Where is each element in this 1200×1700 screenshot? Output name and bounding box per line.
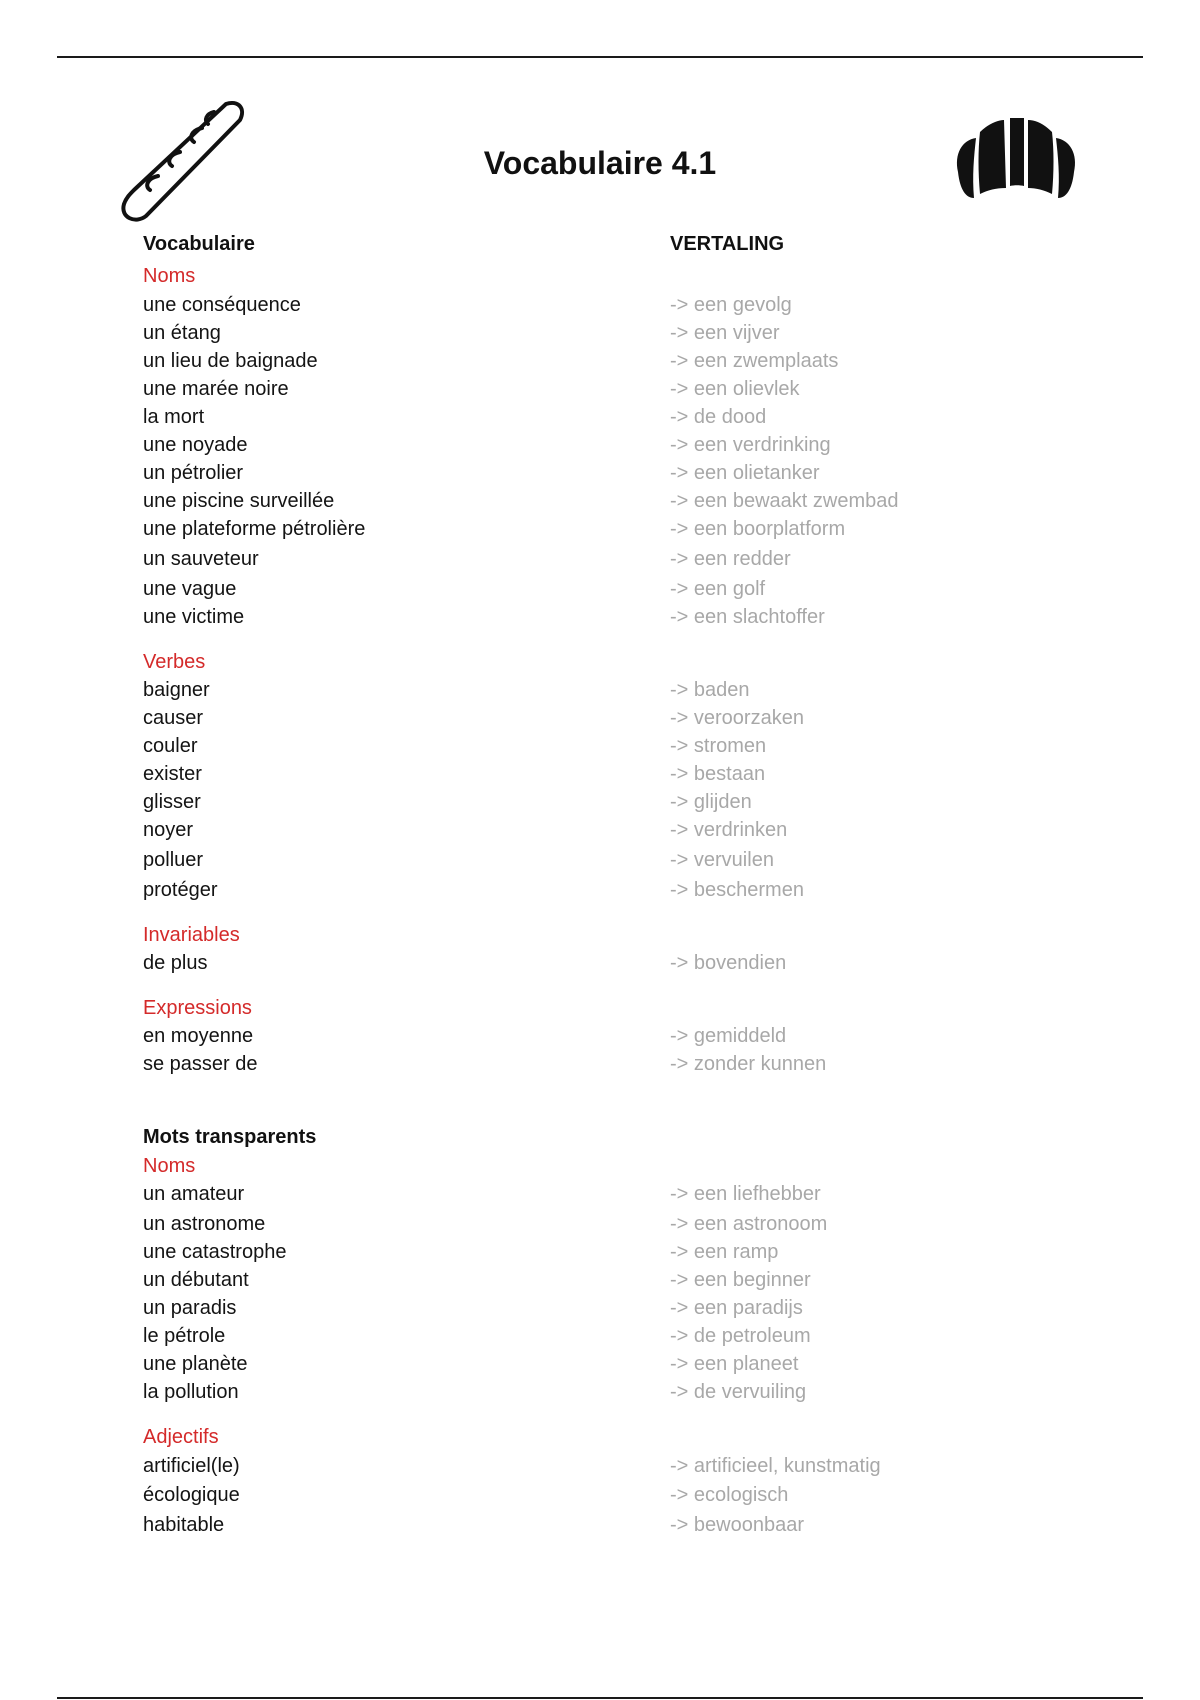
page-title: Vocabulaire 4.1 bbox=[483, 145, 717, 181]
bottom-rule bbox=[57, 1697, 1143, 1699]
dutch-translation: -> de vervuiling bbox=[670, 1381, 807, 1403]
french-word: un étang bbox=[143, 322, 221, 344]
vocab-row bbox=[0, 1322, 1200, 1350]
translation-header: VERTALING bbox=[670, 233, 785, 255]
dutch-translation: -> zonder kunnen bbox=[670, 1053, 827, 1075]
dutch-translation: -> een olievlek bbox=[670, 378, 800, 400]
dutch-translation: -> glijden bbox=[670, 791, 752, 813]
vocab-row bbox=[0, 575, 1200, 603]
category-heading: Adjectifs bbox=[143, 1426, 219, 1448]
vocab-row bbox=[0, 1350, 1200, 1378]
french-word: un astronome bbox=[143, 1213, 266, 1235]
french-word: écologique bbox=[143, 1484, 240, 1506]
vocab-row bbox=[0, 603, 1200, 631]
vocab-row bbox=[0, 403, 1200, 431]
vocab-row bbox=[0, 704, 1200, 732]
vocab-row bbox=[0, 1481, 1200, 1509]
french-word: en moyenne bbox=[143, 1025, 254, 1047]
french-word: la mort bbox=[143, 406, 205, 428]
vocab-row bbox=[0, 319, 1200, 347]
vocab-row bbox=[0, 1452, 1200, 1480]
dutch-translation: -> een verdrinking bbox=[670, 434, 831, 456]
vocab-row bbox=[0, 347, 1200, 375]
vocab-row bbox=[0, 1294, 1200, 1322]
dutch-translation: -> een beginner bbox=[670, 1269, 811, 1291]
french-word: un débutant bbox=[143, 1269, 249, 1291]
vocab-row bbox=[0, 876, 1200, 904]
dutch-translation: -> een ramp bbox=[670, 1241, 779, 1263]
dutch-translation: -> de dood bbox=[670, 406, 767, 428]
dutch-translation: -> baden bbox=[670, 679, 750, 701]
dutch-translation: -> een astronoom bbox=[670, 1213, 828, 1235]
category-heading: Expressions bbox=[143, 997, 252, 1019]
french-word: un pétrolier bbox=[143, 462, 244, 484]
french-word: baigner bbox=[143, 679, 210, 701]
french-word: de plus bbox=[143, 952, 208, 974]
french-word: artificiel(le) bbox=[143, 1455, 240, 1477]
dutch-translation: -> een boorplatform bbox=[670, 518, 846, 540]
french-word: causer bbox=[143, 707, 204, 729]
vocab-row bbox=[0, 459, 1200, 487]
dutch-translation: -> een bewaakt zwembad bbox=[670, 490, 899, 512]
dutch-translation: -> de petroleum bbox=[670, 1325, 811, 1347]
french-word: exister bbox=[143, 763, 202, 785]
vocab-row bbox=[0, 1378, 1200, 1406]
french-word: une catastrophe bbox=[143, 1241, 287, 1263]
french-word: glisser bbox=[143, 791, 201, 813]
top-rule bbox=[57, 56, 1143, 58]
vocab-row bbox=[0, 487, 1200, 515]
dutch-translation: -> een olietanker bbox=[670, 462, 820, 484]
category-heading: Invariables bbox=[143, 924, 240, 946]
vocab-row bbox=[0, 291, 1200, 319]
vocab-row bbox=[0, 1210, 1200, 1238]
french-word: une victime bbox=[143, 606, 245, 628]
vocab-row bbox=[0, 816, 1200, 844]
dutch-translation: -> een planeet bbox=[670, 1353, 799, 1375]
dutch-translation: -> stromen bbox=[670, 735, 767, 757]
vocab-row bbox=[0, 949, 1200, 977]
dutch-translation: -> vervuilen bbox=[670, 849, 774, 871]
vocab-row bbox=[0, 788, 1200, 816]
dutch-translation: -> een redder bbox=[670, 548, 791, 570]
dutch-translation: -> een gevolg bbox=[670, 294, 792, 316]
french-word: une conséquence bbox=[143, 294, 301, 316]
french-word: protéger bbox=[143, 879, 218, 901]
vocab-row bbox=[0, 846, 1200, 874]
dutch-translation: -> een slachtoffer bbox=[670, 606, 825, 628]
vocab-row bbox=[0, 545, 1200, 573]
dutch-translation: -> gemiddeld bbox=[670, 1025, 787, 1047]
french-word: se passer de bbox=[143, 1053, 258, 1075]
french-word: polluer bbox=[143, 849, 204, 871]
dutch-translation: -> verdrinken bbox=[670, 819, 788, 841]
dutch-translation: -> artificieel, kunstmatig bbox=[670, 1455, 881, 1477]
dutch-translation: -> een zwemplaats bbox=[670, 350, 839, 372]
french-word: un sauveteur bbox=[143, 548, 259, 570]
vocab-row bbox=[0, 1050, 1200, 1078]
dutch-translation: -> een vijver bbox=[670, 322, 780, 344]
vocab-row bbox=[0, 676, 1200, 704]
french-word: un paradis bbox=[143, 1297, 237, 1319]
vocab-row bbox=[0, 1180, 1200, 1208]
french-word: le pétrole bbox=[143, 1325, 226, 1347]
dutch-translation: -> bovendien bbox=[670, 952, 787, 974]
dutch-translation: -> een liefhebber bbox=[670, 1183, 821, 1205]
french-word: la pollution bbox=[143, 1381, 239, 1403]
dutch-translation: -> bewoonbaar bbox=[670, 1514, 804, 1536]
vocab-row bbox=[0, 1266, 1200, 1294]
transparent-words-heading: Mots transparents bbox=[143, 1126, 317, 1148]
vocab-row bbox=[0, 515, 1200, 543]
french-word: couler bbox=[143, 735, 198, 757]
category-heading: Noms bbox=[143, 1155, 196, 1177]
category-heading: Noms bbox=[143, 265, 196, 287]
french-word: une noyade bbox=[143, 434, 248, 456]
vocab-row bbox=[0, 760, 1200, 788]
french-word: une vague bbox=[143, 578, 237, 600]
vocab-row bbox=[0, 732, 1200, 760]
dutch-translation: -> bestaan bbox=[670, 763, 766, 785]
dutch-translation: -> een paradijs bbox=[670, 1297, 803, 1319]
category-heading: Verbes bbox=[143, 651, 206, 673]
vocab-row bbox=[0, 1511, 1200, 1539]
vocabulary-header: Vocabulaire bbox=[143, 233, 255, 255]
dutch-translation: -> een golf bbox=[670, 578, 766, 600]
dutch-translation: -> ecologisch bbox=[670, 1484, 789, 1506]
french-word: une planète bbox=[143, 1353, 248, 1375]
french-word: un lieu de baignade bbox=[143, 350, 318, 372]
vocab-row bbox=[0, 1238, 1200, 1266]
french-word: une piscine surveillée bbox=[143, 490, 335, 512]
french-word: une marée noire bbox=[143, 378, 289, 400]
french-word: un amateur bbox=[143, 1183, 245, 1205]
vocab-row bbox=[0, 431, 1200, 459]
dutch-translation: -> beschermen bbox=[670, 879, 804, 901]
french-word: une plateforme pétrolière bbox=[143, 518, 366, 540]
french-word: noyer bbox=[143, 819, 194, 841]
vocab-row bbox=[0, 1022, 1200, 1050]
dutch-translation: -> veroorzaken bbox=[670, 707, 804, 729]
vocab-row bbox=[0, 375, 1200, 403]
french-word: habitable bbox=[143, 1514, 225, 1536]
